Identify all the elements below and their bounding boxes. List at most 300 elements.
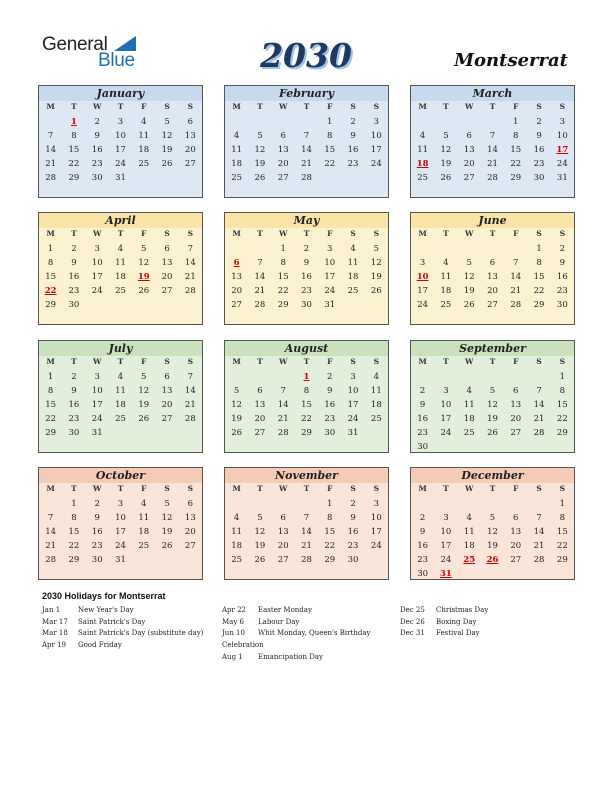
holiday-name: Saint Patrick's Day (substitute day) xyxy=(78,629,204,638)
day-cell: 7 xyxy=(187,372,194,382)
week-row xyxy=(39,143,202,157)
empty-day-cell xyxy=(434,242,457,256)
weekday-label: M xyxy=(46,229,55,238)
day-cell: 30 xyxy=(324,428,336,438)
month-july xyxy=(38,340,203,453)
day-cell: 8 xyxy=(559,386,566,396)
weekday-label: T xyxy=(257,102,263,111)
week-row xyxy=(411,511,574,525)
weekday-label: T xyxy=(71,102,77,111)
day-cell: 4 xyxy=(117,372,124,382)
day-cell: 19 xyxy=(487,414,498,424)
empty-day-cell xyxy=(458,370,481,384)
day-cell: 17 xyxy=(417,286,429,296)
weekday-label: S xyxy=(187,229,194,238)
day-cell: 5 xyxy=(466,258,472,268)
day-cell: 16 xyxy=(324,400,336,410)
empty-day-cell xyxy=(341,298,364,312)
week-row xyxy=(39,129,202,143)
day-cell: 22 xyxy=(324,541,336,551)
day-cell: 7 xyxy=(536,513,542,523)
weekday-label: M xyxy=(418,102,427,111)
day-cell: 20 xyxy=(184,527,196,537)
day-cell: 8 xyxy=(280,258,286,268)
empty-day-cell xyxy=(109,298,132,312)
day-cell: 4 xyxy=(419,131,426,141)
day-cell: 19 xyxy=(161,145,173,155)
day-cell: 21 xyxy=(184,272,196,282)
day-cell: 27 xyxy=(277,555,289,565)
day-cell: 28 xyxy=(301,173,312,183)
day-cell: 24 xyxy=(324,286,336,296)
weekday-label: T xyxy=(257,484,263,493)
week-row xyxy=(411,567,574,581)
weekday-label: T xyxy=(71,484,77,493)
empty-day-cell xyxy=(248,242,271,256)
day-cell: 28 xyxy=(184,286,196,296)
day-cell: 5 xyxy=(443,131,449,141)
day-cell: 22 xyxy=(277,286,289,296)
day-cell: 14 xyxy=(184,258,196,268)
week-row xyxy=(225,539,388,553)
day-cell: 8 xyxy=(327,513,333,523)
holiday-item xyxy=(400,605,488,617)
day-cell: 7 xyxy=(257,258,263,268)
day-cell: 10 xyxy=(370,513,382,523)
week-row xyxy=(411,143,574,157)
day-cell: 13 xyxy=(463,145,475,155)
day-cell: 18 xyxy=(440,286,452,296)
day-cell: 11 xyxy=(347,258,359,268)
day-cell: 11 xyxy=(463,527,475,537)
day-cell: 12 xyxy=(370,258,382,268)
day-cell: 13 xyxy=(184,513,196,523)
day-cell: 23 xyxy=(91,541,103,551)
week-row xyxy=(225,412,388,426)
weekday-label: W xyxy=(278,357,288,366)
week-row xyxy=(411,539,574,553)
weekday-label: F xyxy=(513,357,519,366)
month-name: March xyxy=(411,86,574,101)
day-cell: 19 xyxy=(161,527,173,537)
month-august xyxy=(224,340,389,453)
day-cell: 18 xyxy=(463,414,475,424)
month-december xyxy=(410,467,575,580)
weekday-label: T xyxy=(443,484,449,493)
day-cell: 8 xyxy=(327,131,333,141)
day-cell: 30 xyxy=(68,300,80,310)
day-cell: 5 xyxy=(233,386,240,396)
day-cell: 14 xyxy=(301,527,312,537)
holiday-day-cell: 18 xyxy=(416,159,429,169)
day-cell: 23 xyxy=(68,286,80,296)
day-cell: 12 xyxy=(161,131,173,141)
empty-day-cell xyxy=(365,171,388,185)
day-cell: 25 xyxy=(115,414,126,424)
day-cell: 12 xyxy=(138,258,150,268)
day-cell: 25 xyxy=(231,173,243,183)
day-cell: 20 xyxy=(487,286,498,296)
empty-day-cell xyxy=(458,440,481,454)
day-cell: 7 xyxy=(536,386,542,396)
day-cell: 9 xyxy=(559,258,566,268)
day-cell: 18 xyxy=(231,159,243,169)
holiday-date: Apr 19 xyxy=(42,641,67,650)
day-cell: 22 xyxy=(45,414,57,424)
day-cell: 12 xyxy=(161,513,173,523)
weekday-label: T xyxy=(117,229,124,238)
empty-day-cell xyxy=(318,171,341,185)
week-row xyxy=(39,256,202,270)
holiday-name: Festival Day xyxy=(436,629,480,638)
day-cell: 10 xyxy=(115,513,126,523)
week-row xyxy=(411,426,574,440)
empty-day-cell xyxy=(504,242,527,256)
day-cell: 19 xyxy=(254,159,266,169)
weekday-label: T xyxy=(443,357,449,366)
week-row xyxy=(39,298,202,312)
day-cell: 16 xyxy=(533,145,545,155)
day-cell: 14 xyxy=(277,400,289,410)
day-cell: 29 xyxy=(68,173,80,183)
weekday-label: S xyxy=(164,229,170,238)
day-cell: 11 xyxy=(231,145,243,155)
day-cell: 5 xyxy=(257,131,263,141)
day-cell: 27 xyxy=(277,173,289,183)
empty-day-cell xyxy=(39,115,62,129)
weekday-label: W xyxy=(92,357,102,366)
day-cell: 1 xyxy=(47,244,54,254)
week-row xyxy=(39,171,202,185)
weekday-header xyxy=(225,356,388,370)
day-cell: 4 xyxy=(233,513,240,523)
day-cell: 27 xyxy=(231,300,243,310)
holiday-column xyxy=(400,605,488,640)
holiday-day-cell: 1 xyxy=(303,372,310,382)
day-cell: 13 xyxy=(277,145,289,155)
day-cell: 14 xyxy=(184,386,196,396)
day-cell: 19 xyxy=(440,159,452,169)
day-cell: 11 xyxy=(115,258,126,268)
empty-day-cell xyxy=(132,426,155,440)
day-cell: 27 xyxy=(510,555,522,565)
week-row xyxy=(411,157,574,171)
day-cell: 6 xyxy=(187,499,194,509)
empty-day-cell xyxy=(155,426,178,440)
day-cell: 29 xyxy=(324,555,336,565)
day-cell: 28 xyxy=(533,428,545,438)
weekday-label: S xyxy=(350,102,356,111)
day-cell: 23 xyxy=(533,159,545,169)
day-cell: 15 xyxy=(277,272,289,282)
empty-day-cell xyxy=(434,115,457,129)
day-cell: 9 xyxy=(94,513,100,523)
day-cell: 28 xyxy=(45,173,57,183)
day-cell: 25 xyxy=(440,300,452,310)
holiday-day-cell: 25 xyxy=(463,555,476,565)
day-cell: 30 xyxy=(91,173,103,183)
day-cell: 6 xyxy=(164,244,170,254)
day-cell: 12 xyxy=(138,386,150,396)
day-cell: 26 xyxy=(161,541,173,551)
week-row xyxy=(225,157,388,171)
weekday-header xyxy=(39,356,202,370)
weekday-label: W xyxy=(464,102,474,111)
week-row xyxy=(225,398,388,412)
holiday-item xyxy=(400,617,488,629)
day-cell: 16 xyxy=(417,414,429,424)
day-cell: 26 xyxy=(254,555,266,565)
day-cell: 11 xyxy=(463,400,475,410)
day-cell: 16 xyxy=(68,400,80,410)
day-cell: 24 xyxy=(115,541,126,551)
empty-day-cell xyxy=(155,171,178,185)
day-cell: 9 xyxy=(303,258,310,268)
day-cell: 29 xyxy=(45,300,57,310)
holiday-item xyxy=(42,617,203,629)
empty-day-cell xyxy=(132,298,155,312)
week-row xyxy=(225,242,388,256)
day-cell: 15 xyxy=(45,272,57,282)
day-cell: 10 xyxy=(440,527,452,537)
empty-day-cell xyxy=(481,115,504,129)
week-row xyxy=(39,157,202,171)
empty-day-cell xyxy=(411,370,434,384)
day-cell: 11 xyxy=(138,513,150,523)
day-cell: 2 xyxy=(327,372,333,382)
day-cell: 2 xyxy=(350,117,356,127)
day-cell: 1 xyxy=(559,372,566,382)
holiday-column xyxy=(222,605,370,663)
month-name: November xyxy=(225,468,388,483)
day-cell: 28 xyxy=(277,428,289,438)
day-cell: 16 xyxy=(301,272,312,282)
day-cell: 2 xyxy=(350,499,356,509)
day-cell: 31 xyxy=(115,555,126,565)
day-cell: 20 xyxy=(231,286,243,296)
weekday-label: S xyxy=(536,484,542,493)
holiday-date: Jan 1 xyxy=(42,606,61,614)
empty-day-cell xyxy=(225,370,248,384)
weekday-label: M xyxy=(418,484,427,493)
empty-day-cell xyxy=(458,567,481,581)
day-cell: 15 xyxy=(324,145,336,155)
empty-day-cell xyxy=(527,497,550,511)
holiday-item xyxy=(222,617,370,629)
day-cell: 16 xyxy=(347,527,359,537)
day-cell: 5 xyxy=(164,499,170,509)
day-cell: 15 xyxy=(68,527,80,537)
empty-day-cell xyxy=(295,115,318,129)
day-cell: 21 xyxy=(533,541,545,551)
day-cell: 27 xyxy=(161,414,173,424)
day-cell: 21 xyxy=(184,400,196,410)
empty-day-cell xyxy=(411,242,434,256)
day-cell: 31 xyxy=(91,428,103,438)
holiday-name: Good Friday xyxy=(78,641,122,650)
day-cell: 13 xyxy=(161,258,173,268)
day-cell: 14 xyxy=(487,145,498,155)
day-cell: 24 xyxy=(370,541,382,551)
day-cell: 27 xyxy=(463,173,475,183)
holiday-name: Saint Patrick's Day xyxy=(78,617,146,626)
weekday-label: S xyxy=(187,357,194,366)
day-cell: 23 xyxy=(301,286,312,296)
holiday-item xyxy=(222,628,370,640)
day-cell: 21 xyxy=(277,414,289,424)
week-row xyxy=(225,256,388,270)
day-cell: 9 xyxy=(350,131,356,141)
holiday-item xyxy=(222,605,370,617)
week-row xyxy=(411,298,574,312)
day-cell: 15 xyxy=(510,145,522,155)
day-cell: 26 xyxy=(487,428,498,438)
month-september xyxy=(410,340,575,453)
day-cell: 9 xyxy=(419,400,426,410)
holiday-date: May 6 xyxy=(222,617,244,626)
day-cell: 17 xyxy=(324,272,336,282)
week-row xyxy=(225,270,388,284)
empty-day-cell xyxy=(411,497,434,511)
day-cell: 14 xyxy=(301,145,312,155)
day-cell: 21 xyxy=(533,414,545,424)
empty-day-cell xyxy=(155,298,178,312)
week-row xyxy=(39,497,202,511)
empty-day-cell xyxy=(527,567,550,581)
holiday-date: Jun 10 xyxy=(222,629,245,638)
day-cell: 15 xyxy=(556,527,568,537)
day-cell: 25 xyxy=(231,555,243,565)
day-cell: 2 xyxy=(94,499,100,509)
weekday-label: T xyxy=(303,357,310,366)
day-cell: 22 xyxy=(533,286,545,296)
empty-day-cell xyxy=(458,242,481,256)
weekday-label: W xyxy=(278,229,288,238)
day-cell: 9 xyxy=(350,513,356,523)
week-row xyxy=(225,129,388,143)
day-cell: 25 xyxy=(463,428,475,438)
day-cell: 18 xyxy=(463,541,475,551)
week-row xyxy=(411,270,574,284)
day-cell: 8 xyxy=(559,513,566,523)
day-cell: 8 xyxy=(71,513,77,523)
day-cell: 17 xyxy=(440,541,452,551)
weekday-label: T xyxy=(443,102,449,111)
day-cell: 27 xyxy=(161,286,173,296)
day-cell: 20 xyxy=(510,541,522,551)
empty-day-cell xyxy=(481,370,504,384)
week-row xyxy=(225,115,388,129)
day-cell: 9 xyxy=(71,258,77,268)
day-cell: 19 xyxy=(463,286,475,296)
day-cell: 7 xyxy=(489,131,496,141)
day-cell: 15 xyxy=(556,400,568,410)
week-row xyxy=(225,525,388,539)
empty-day-cell xyxy=(179,298,202,312)
week-row xyxy=(411,525,574,539)
day-cell: 1 xyxy=(47,372,54,382)
day-cell: 16 xyxy=(91,527,103,537)
day-cell: 30 xyxy=(301,300,312,310)
holidays-title: 2030 Holidays for Montserrat xyxy=(42,591,166,601)
weekday-label: W xyxy=(92,484,102,493)
month-name: January xyxy=(39,86,202,101)
holiday-date: Mar 17 xyxy=(42,617,68,626)
weekday-label: W xyxy=(464,484,474,493)
weekday-label: S xyxy=(559,229,566,238)
day-cell: 10 xyxy=(91,386,103,396)
weekday-label: T xyxy=(303,484,310,493)
empty-day-cell xyxy=(109,426,132,440)
week-row xyxy=(39,115,202,129)
day-cell: 26 xyxy=(254,173,266,183)
weekday-label: S xyxy=(373,357,380,366)
weekday-label: T xyxy=(117,484,124,493)
day-cell: 21 xyxy=(301,541,312,551)
day-cell: 17 xyxy=(370,145,382,155)
day-cell: 11 xyxy=(417,145,429,155)
empty-day-cell xyxy=(248,115,271,129)
empty-day-cell xyxy=(86,298,109,312)
day-cell: 22 xyxy=(68,159,80,169)
weekday-label: F xyxy=(327,229,333,238)
day-cell: 8 xyxy=(303,386,310,396)
month-may xyxy=(224,212,389,325)
brand-logo xyxy=(42,34,142,70)
holiday-name: Celebration xyxy=(222,641,264,650)
day-cell: 4 xyxy=(350,244,356,254)
day-cell: 9 xyxy=(419,527,426,537)
weekday-label: F xyxy=(141,229,147,238)
empty-day-cell xyxy=(481,440,504,454)
empty-day-cell xyxy=(481,497,504,511)
day-cell: 22 xyxy=(556,414,568,424)
weekday-label: T xyxy=(489,484,496,493)
month-name: June xyxy=(411,213,574,228)
holiday-item xyxy=(42,640,203,652)
day-cell: 29 xyxy=(533,300,545,310)
week-row xyxy=(39,370,202,384)
month-january xyxy=(38,85,203,198)
holiday-date: Dec 31 xyxy=(400,629,425,638)
weekday-label: S xyxy=(164,102,170,111)
day-cell: 6 xyxy=(466,131,472,141)
day-cell: 13 xyxy=(510,527,522,537)
month-november xyxy=(224,467,389,580)
weekday-label: M xyxy=(418,229,427,238)
day-cell: 8 xyxy=(513,131,519,141)
day-cell: 5 xyxy=(141,244,147,254)
day-cell: 10 xyxy=(347,386,359,396)
day-cell: 21 xyxy=(254,286,266,296)
day-cell: 2 xyxy=(536,117,542,127)
weekday-label: F xyxy=(513,484,519,493)
empty-day-cell xyxy=(365,426,388,440)
weekday-label: S xyxy=(536,357,542,366)
day-cell: 11 xyxy=(115,386,126,396)
weekday-label: T xyxy=(489,357,496,366)
week-row xyxy=(39,539,202,553)
day-cell: 7 xyxy=(47,131,54,141)
empty-day-cell xyxy=(504,497,527,511)
day-cell: 8 xyxy=(536,258,542,268)
day-cell: 26 xyxy=(440,173,452,183)
holiday-date: Mar 18 xyxy=(42,629,68,638)
week-row xyxy=(39,398,202,412)
holiday-name: Christmas Day xyxy=(436,606,489,614)
day-cell: 24 xyxy=(115,159,126,169)
holiday-day-cell: 10 xyxy=(416,272,429,282)
